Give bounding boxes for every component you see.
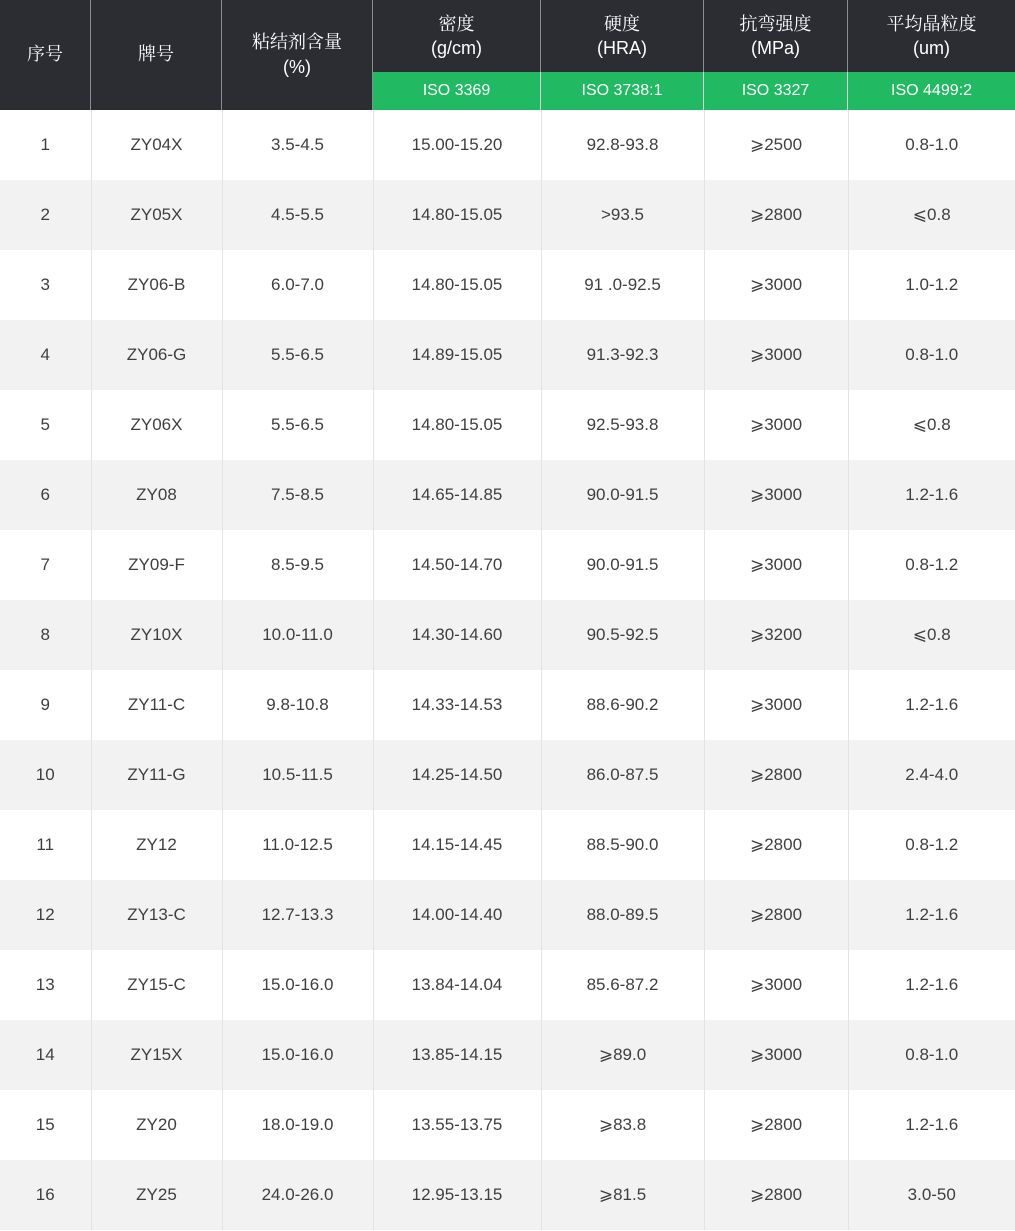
- table-row: [0, 320, 1015, 390]
- table-cell: ZY06-G: [91, 320, 222, 390]
- column-unit: (HRA): [597, 38, 647, 58]
- table-cell: ⩾83.8: [541, 1090, 704, 1160]
- table-cell: 14.80-15.05: [373, 180, 541, 250]
- table-cell: 10: [0, 740, 91, 810]
- table-cell: ⩾3000: [704, 950, 848, 1020]
- table-cell: ZY09-F: [91, 530, 222, 600]
- table-cell: 3.5-4.5: [222, 110, 373, 180]
- table-cell: 14.89-15.05: [373, 320, 541, 390]
- table-cell: 14.25-14.50: [373, 740, 541, 810]
- iso-standard-badge: ISO 3369: [373, 72, 541, 110]
- table-cell: ZY06-B: [91, 250, 222, 320]
- table-cell: ⩾2800: [704, 740, 848, 810]
- column-label: 平均晶粒度: [886, 13, 977, 34]
- table-cell: 88.0-89.5: [541, 880, 704, 950]
- table-row: [0, 950, 1015, 1020]
- table-cell: 0.8-1.0: [905, 345, 959, 364]
- table-cell: 85.6-87.2: [541, 950, 704, 1020]
- table-cell: ZY11-C: [91, 670, 222, 740]
- table-cell: 16: [0, 1160, 91, 1230]
- table-cell: ⩾89.0: [541, 1020, 704, 1090]
- table-row: [0, 390, 1015, 460]
- table-cell: 1: [0, 110, 91, 180]
- column-label: 牌号: [138, 44, 174, 65]
- table-cell: 10.0-11.0: [222, 600, 373, 670]
- table-cell: 0.8-1.0: [905, 135, 959, 154]
- table-cell: 1.2-1.6: [905, 1115, 959, 1134]
- table-cell: 14.80-15.05: [373, 250, 541, 320]
- table-cell: 8: [0, 600, 91, 670]
- table-row: [0, 1020, 1015, 1090]
- table-cell: 12.95-13.15: [373, 1160, 541, 1230]
- table-cell: 13.84-14.04: [373, 950, 541, 1020]
- table-row: [0, 530, 1015, 600]
- table-cell: 9: [0, 670, 91, 740]
- table-cell: 90.5-92.5: [541, 600, 704, 670]
- table-row: [0, 460, 1015, 530]
- table-cell: ZY13-C: [91, 880, 222, 950]
- table-cell: 1.0-1.2: [905, 275, 959, 294]
- table-cell: 5.5-6.5: [222, 390, 373, 460]
- column-header-grain-size: [848, 0, 1015, 110]
- table-cell: 8.5-9.5: [222, 530, 373, 600]
- table-cell: ⩽0.8: [912, 625, 951, 644]
- iso-standard-badge: ISO 4499:2: [848, 72, 1015, 110]
- table-cell: 3.0-50: [907, 1185, 956, 1204]
- table-cell: 0.8-1.2: [905, 835, 959, 854]
- column-unit: (g/cm): [431, 38, 482, 58]
- table-cell: 88.6-90.2: [541, 670, 704, 740]
- table-cell: 7.5-8.5: [222, 460, 373, 530]
- table-cell: ⩾2800: [704, 1090, 848, 1160]
- column-unit: (um): [913, 38, 950, 58]
- table-cell: ⩾3000: [704, 250, 848, 320]
- table-cell: 13.55-13.75: [373, 1090, 541, 1160]
- column-label: 密度: [438, 13, 475, 34]
- table-cell: 12.7-13.3: [222, 880, 373, 950]
- table-cell: ZY08: [91, 460, 222, 530]
- iso-standard-badge: ISO 3738:1: [541, 72, 704, 110]
- table-cell: 15: [0, 1090, 91, 1160]
- table-cell: ZY25: [91, 1160, 222, 1230]
- column-unit: (%): [283, 57, 311, 77]
- table-cell: 91.3-92.3: [541, 320, 704, 390]
- table-cell: ⩾3200: [704, 600, 848, 670]
- table-cell: 92.5-93.8: [541, 390, 704, 460]
- table-cell: 18.0-19.0: [222, 1090, 373, 1160]
- table-body: [0, 110, 1015, 1230]
- table-cell: 1.2-1.6: [905, 905, 959, 924]
- table-cell: ZY12: [91, 810, 222, 880]
- table-cell: 13: [0, 950, 91, 1020]
- table-cell: 11.0-12.5: [222, 810, 373, 880]
- table-cell: 14.50-14.70: [373, 530, 541, 600]
- table-cell: ⩽0.8: [912, 205, 951, 224]
- table-cell: 15.0-16.0: [222, 950, 373, 1020]
- table-cell: 11: [0, 810, 91, 880]
- table-cell: 90.0-91.5: [541, 530, 704, 600]
- table-cell: ⩾3000: [704, 320, 848, 390]
- table-cell: 3: [0, 250, 91, 320]
- table-cell: ZY06X: [91, 390, 222, 460]
- column-unit: (MPa): [751, 38, 800, 58]
- table-cell: 12: [0, 880, 91, 950]
- column-header-hardness: [541, 0, 704, 110]
- table-cell: ⩽0.8: [912, 415, 951, 434]
- table-cell: ⩾3000: [704, 460, 848, 530]
- table-cell: ZY20: [91, 1090, 222, 1160]
- table-cell: ZY10X: [91, 600, 222, 670]
- table-cell: 4.5-5.5: [222, 180, 373, 250]
- table-cell: ⩾3000: [704, 390, 848, 460]
- table-cell: 6: [0, 460, 91, 530]
- table-header: [0, 0, 1015, 110]
- table-cell: ZY11-G: [91, 740, 222, 810]
- table-cell: ZY15X: [91, 1020, 222, 1090]
- column-header-serial: [0, 0, 91, 110]
- table-cell: >93.5: [541, 180, 704, 250]
- column-label: 硬度: [604, 13, 640, 34]
- table-cell: 14.15-14.45: [373, 810, 541, 880]
- column-header-bending-strength: [704, 0, 848, 110]
- table-cell: 24.0-26.0: [222, 1160, 373, 1230]
- table-cell: ⩾81.5: [541, 1160, 704, 1230]
- iso-standard-badge: ISO 3327: [704, 72, 848, 110]
- table-cell: ⩾2800: [704, 1160, 848, 1230]
- table-cell: 91 .0-92.5: [541, 250, 704, 320]
- table-cell: ⩾2800: [704, 810, 848, 880]
- table-cell: 15.0-16.0: [222, 1020, 373, 1090]
- table-cell: 4: [0, 320, 91, 390]
- table-row: [0, 670, 1015, 740]
- table-cell: 90.0-91.5: [541, 460, 704, 530]
- table-cell: 2: [0, 180, 91, 250]
- table-cell: ⩾3000: [704, 530, 848, 600]
- table-cell: 1.2-1.6: [905, 485, 959, 504]
- table-row: [0, 110, 1015, 180]
- table-cell: 6.0-7.0: [222, 250, 373, 320]
- table-row: [0, 880, 1015, 950]
- table-row: [0, 810, 1015, 880]
- table-cell: 10.5-11.5: [222, 740, 373, 810]
- table-cell: 86.0-87.5: [541, 740, 704, 810]
- table-cell: 15.00-15.20: [373, 110, 541, 180]
- column-label: 序号: [27, 44, 63, 65]
- table-row: [0, 600, 1015, 670]
- column-header-binder-content: [222, 0, 373, 110]
- table-cell: ZY15-C: [91, 950, 222, 1020]
- table-cell: 14: [0, 1020, 91, 1090]
- table-cell: 0.8-1.0: [905, 1045, 959, 1064]
- table-row: [0, 1160, 1015, 1230]
- table-cell: ⩾2500: [704, 110, 848, 180]
- table-cell: 5.5-6.5: [222, 320, 373, 390]
- table-row: [0, 250, 1015, 320]
- table-cell: 5: [0, 390, 91, 460]
- table-cell: 0.8-1.2: [905, 555, 959, 574]
- table-cell: 14.33-14.53: [373, 670, 541, 740]
- table-row: [0, 180, 1015, 250]
- table-cell: ⩾3000: [704, 1020, 848, 1090]
- table-cell: ⩾3000: [704, 670, 848, 740]
- table-cell: 13.85-14.15: [373, 1020, 541, 1090]
- header-row: [0, 0, 1015, 110]
- table-row: [0, 740, 1015, 810]
- table-cell: 1.2-1.6: [905, 695, 959, 714]
- table-cell: 88.5-90.0: [541, 810, 704, 880]
- table-cell: ⩾2800: [704, 180, 848, 250]
- table-cell: 14.30-14.60: [373, 600, 541, 670]
- table-cell: 1.2-1.6: [905, 975, 959, 994]
- column-label: 粘结剂含量: [252, 31, 342, 52]
- table-cell: 9.8-10.8: [222, 670, 373, 740]
- column-label: 抗弯强度: [739, 13, 812, 34]
- column-header-grade: [91, 0, 222, 110]
- table-cell: 92.8-93.8: [541, 110, 704, 180]
- table-cell: 14.65-14.85: [373, 460, 541, 530]
- column-header-density: [373, 0, 541, 110]
- table-cell: ZY05X: [91, 180, 222, 250]
- table-cell: ZY04X: [91, 110, 222, 180]
- table-cell: 14.00-14.40: [373, 880, 541, 950]
- table-cell: 2.4-4.0: [905, 765, 959, 784]
- table-cell: 7: [0, 530, 91, 600]
- table-cell: ⩾2800: [704, 880, 848, 950]
- table-row: [0, 1090, 1015, 1160]
- table-cell: 14.80-15.05: [373, 390, 541, 460]
